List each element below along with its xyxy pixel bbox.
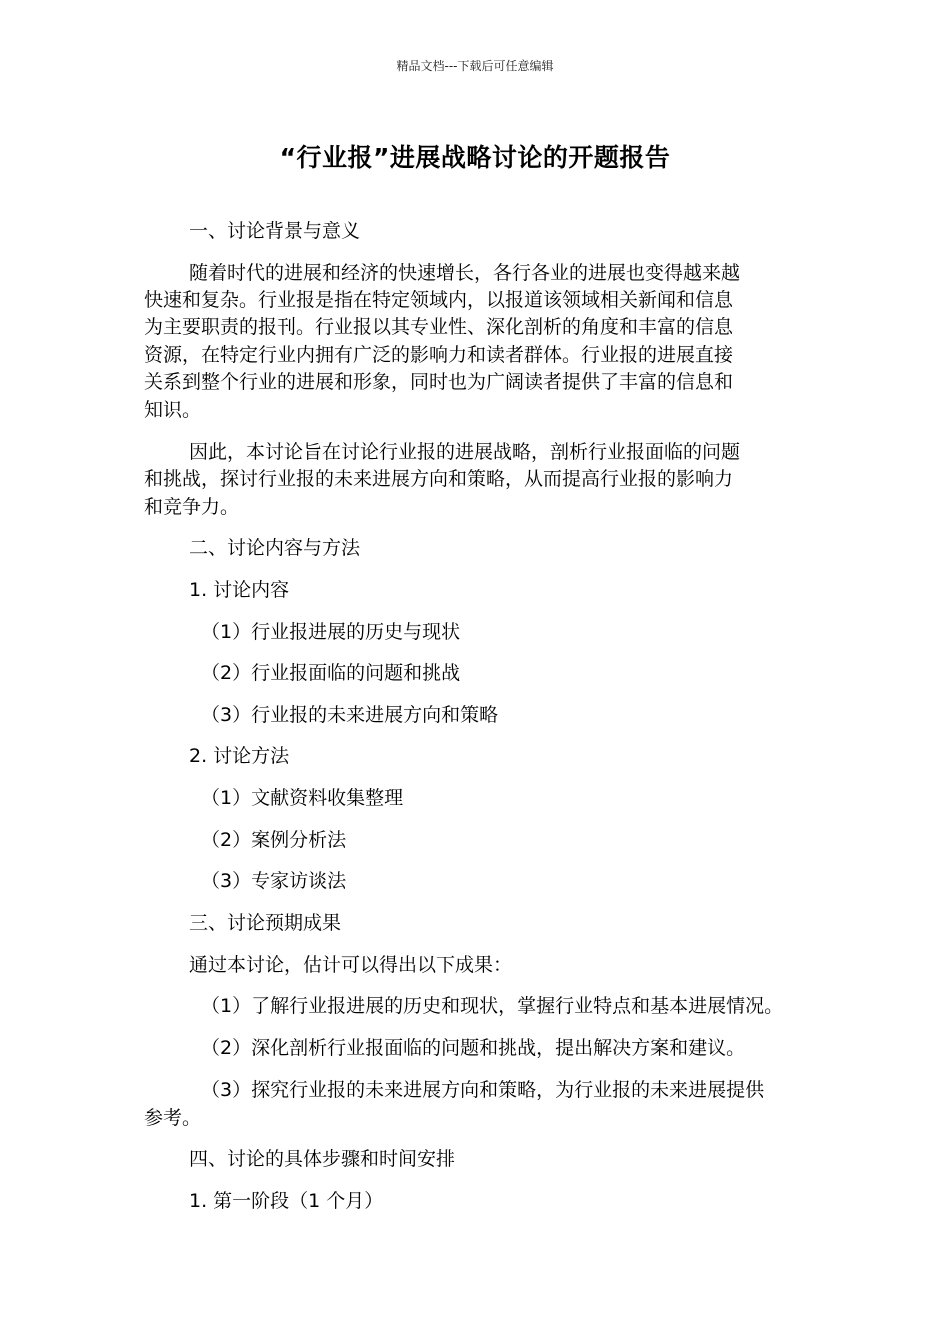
list-item: （1）了解行业报进展的历史和现状，掌握行业特点和基本进展情况。	[201, 995, 784, 1017]
section-heading: 一、讨论背景与意义	[189, 220, 361, 242]
paragraph-line: 为主要职责的报刊。行业报以其专业性、深化剖析的角度和丰富的信息	[144, 316, 734, 338]
section-heading: 四、讨论的具体步骤和时间安排	[189, 1148, 456, 1170]
list-item: （1）行业报进展的历史与现状	[201, 621, 461, 643]
list-item: （2）行业报面临的问题和挑战	[201, 662, 461, 684]
paragraph-line: 和挑战，探讨行业报的未来进展方向和策略，从而提高行业报的影响力	[144, 468, 734, 490]
subsection-heading: 1. 第一阶段（1 个月）	[189, 1190, 384, 1212]
paragraph-line: 关系到整个行业的进展和形象，同时也为广阔读者提供了丰富的信息和	[144, 371, 734, 393]
paragraph-line: 知识。	[144, 399, 202, 421]
subsection-heading: 2. 讨论方法	[189, 745, 290, 767]
paragraph-line: 随着时代的进展和经济的快速增长，各行各业的进展也变得越来越	[189, 262, 741, 284]
paragraph-line: 和竞争力。	[144, 496, 240, 518]
section-heading: 二、讨论内容与方法	[189, 537, 361, 559]
paragraph-line: 通过本讨论，估计可以得出以下成果：	[189, 954, 513, 976]
paragraph-line: 快速和复杂。行业报是指在特定领域内，以报道该领域相关新闻和信息	[144, 289, 734, 311]
paragraph-line: 因此，本讨论旨在讨论行业报的进展战略，剖析行业报面临的问题	[189, 441, 741, 463]
list-item: （2）案例分析法	[201, 829, 347, 851]
subsection-heading: 1. 讨论内容	[189, 579, 290, 601]
document-title: “行业报”进展战略讨论的开题报告	[279, 143, 671, 172]
list-item: （3）探究行业报的未来进展方向和策略，为行业报的未来进展提供	[201, 1079, 765, 1101]
paragraph-line: 资源，在特定行业内拥有广泛的影响力和读者群体。行业报的进展直接	[144, 344, 734, 366]
page-header-note: 精品文档---下载后可任意编辑	[396, 59, 554, 73]
list-item: （3）行业报的未来进展方向和策略	[201, 704, 499, 726]
list-item-continuation: 参考。	[144, 1107, 202, 1129]
list-item: （2）深化剖析行业报面临的问题和挑战，提出解决方案和建议。	[201, 1037, 746, 1059]
list-item: （1）文献资料收集整理	[201, 787, 404, 809]
list-item: （3）专家访谈法	[201, 870, 347, 892]
section-heading: 三、讨论预期成果	[189, 912, 342, 934]
